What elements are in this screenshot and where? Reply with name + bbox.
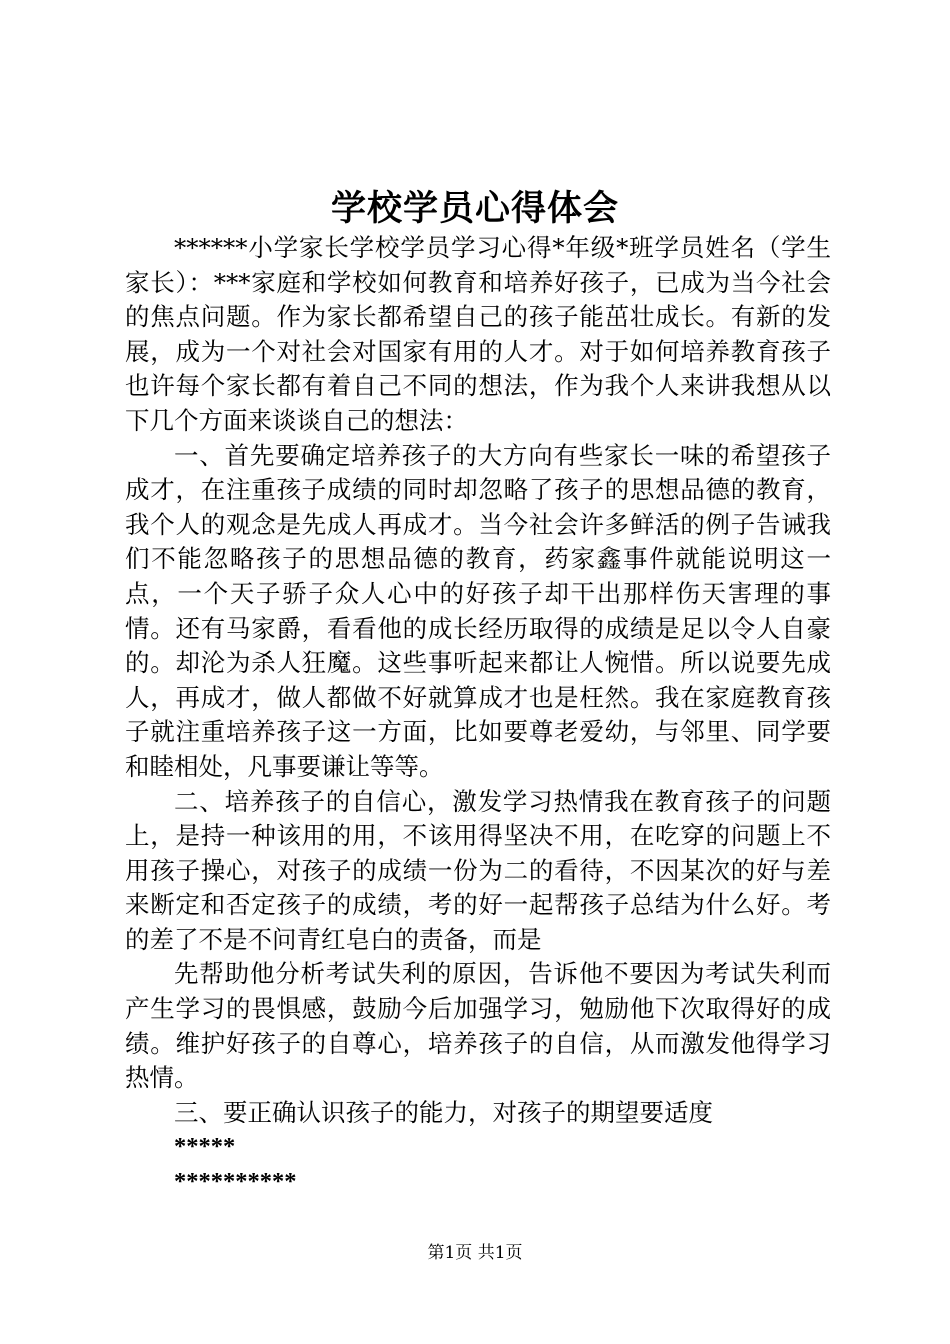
paragraph-section-1: 一、首先要确定培养孩子的大方向有些家长一味的希望孩子成才，在注重孩子成绩的同时却忽略了孩子的思想品德的教育，我个人的观念是先成人再成才。当今社会许多鲜活的例子告诫我们不能忽略孩子的思想品德的教育，药家鑫事件就能说明这一点，一个天子骄子众人心中的好孩子却干出那样伤天害理的事情。还有马家爵，看看他的成长经历取得的成绩是足以令人自豪的。却沦为杀人狂魔。这些事听起来都让人惋惜。所以说要先成人，再成才，做人都做不好就算成才也是枉然。我在家庭教育孩子就注重培养孩子这一方面，比如要尊老爱幼，与邻里、同学要和睦相处，凡事要谦让等等。 xyxy=(125,440,831,781)
masked-text-line-1: ***** xyxy=(174,1133,236,1161)
document-body xyxy=(125,231,831,1200)
masked-text-line-2: ********** xyxy=(174,1168,297,1196)
paragraph-section-2: 二、培养孩子的自信心，激发学习热情我在教育孩子的问题上，是持一种该用的用，不该用得坚决不用，在吃穿的问题上不用孩子操心，对孩子的成绩一份为二的看待，不因某次的好与差来断定和否定孩子的成绩，考的好一起帮孩子总结为什么好。考的差了不是不问青红皂白的责备，而是 xyxy=(125,786,831,954)
paragraph-section-3: 三、要正确认识孩子的能力，对孩子的期望要适度 xyxy=(174,1097,713,1127)
paragraph-section-2-continued: 先帮助他分析考试失利的原因，告诉他不要因为考试失利而产生学习的畏惧感，鼓励今后加强学习，勉励他下次取得好的成绩。维护好孩子的自尊心，培养孩子的自信，从而激发他得学习热情。 xyxy=(125,959,831,1093)
document-title: 学校学员心得体会 xyxy=(330,188,619,229)
paragraph-intro: ******小学家长学校学员学习心得*年级*班学员姓名（学生家长）：***家庭和学校如何教育和培养好孩子，已成为当今社会的焦点问题。作为家长都希望自己的孩子能茁壮成长。有新的发展，成为一个对社会对国家有用的人才。对于如何培养教育孩子也许每个家长都有着自己不同的想法，作为我个人来讲我想从以下几个方面来谈谈自己的想法： xyxy=(125,233,831,435)
page-footer: 第1页 共1页 xyxy=(427,1243,523,1263)
